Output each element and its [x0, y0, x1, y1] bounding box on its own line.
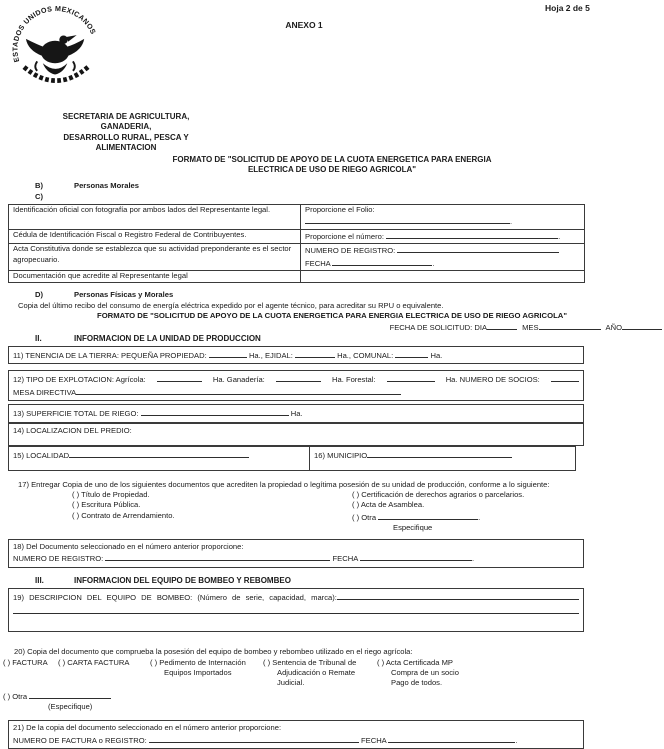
field-label: ( ) Sentencia de Tribunal de — [263, 657, 357, 667]
requirement-cell: Identificación oficial con fotografía por ambos lados del Representante legal. — [9, 205, 301, 230]
field-label: Ha. Ganadería: — [212, 375, 265, 385]
field-label: 21) De la copia del documento seleccionado en el número anterior proporcione: — [13, 723, 282, 733]
field-label: Ha. NUMERO DE SOCIOS: — [445, 375, 540, 385]
field-label: Equipos Importados — [164, 667, 232, 677]
period: . — [472, 554, 475, 564]
blank-field-line — [13, 603, 579, 614]
table-row — [9, 229, 585, 243]
form-title — [0, 155, 664, 176]
table-row — [9, 205, 585, 230]
field-box-16-municipio — [310, 447, 575, 469]
section-c-number: C) — [35, 191, 44, 201]
blank-field-line — [367, 449, 512, 458]
blank-field-line — [276, 373, 321, 382]
agency-line-2: GANADERIA, — [100, 122, 152, 132]
blank-field-line — [378, 511, 481, 522]
coat-of-arms-logo — [8, 5, 104, 102]
section-ii-heading — [35, 334, 664, 344]
blank-field-line — [209, 349, 247, 358]
blank-field-line — [386, 230, 561, 241]
field-label: FECHA — [305, 258, 331, 268]
blank-field-line — [397, 244, 559, 253]
field-box-13-superficie — [8, 404, 584, 422]
date-day-label: FECHA DE SOLICITUD: DIA — [389, 323, 488, 333]
specify-label: Especifique — [393, 523, 433, 533]
field-label: ( ) Otra — [3, 692, 28, 702]
response-cell — [301, 229, 585, 243]
field-label: 14) LOCALIZACION DEL PREDIO: — [13, 425, 132, 435]
field-box-11-tenencia — [8, 346, 584, 364]
checkbox-item-factura: ( ) FACTURA — [3, 657, 48, 667]
blank-field-line — [395, 349, 428, 358]
blank-field-line — [487, 321, 517, 330]
response-cell — [301, 244, 585, 271]
field-label: FECHA — [361, 735, 387, 745]
field-label: ( ) Pedimento de Internación — [150, 657, 246, 667]
section-d-note: Copia del último recibo del consumo de energía eléctrica expedido por el agente técnico, para acreditar su RPU o equivalente. — [18, 300, 444, 310]
field-box-14-localizacion — [8, 423, 584, 446]
blank-field-line — [387, 373, 435, 382]
field-label: Ha. — [290, 409, 303, 419]
checkbox-row — [0, 500, 664, 510]
field-label: Compra de un socio — [391, 667, 459, 677]
mexico-coat-of-arms-icon — [8, 5, 104, 99]
checkbox-row — [0, 658, 664, 689]
field-box-18-registro — [8, 539, 584, 568]
section-b-heading — [35, 181, 664, 191]
checkbox-row — [0, 511, 664, 523]
checkbox-item-titulo-propiedad: ( ) Título de Propiedad. — [72, 489, 150, 499]
blank-field-line — [149, 734, 359, 743]
field-label: 19) DESCRIPCION DEL EQUIPO DE BOMBEO: (Número de serie, capacidad, marca): — [13, 592, 337, 602]
checkbox-item-otra — [352, 511, 480, 523]
checkbox-item-contrato-arrendamiento: ( ) Contrato de Arrendamiento. — [72, 510, 175, 520]
period: . — [432, 258, 435, 268]
field-box-19-descripcion-bombeo — [8, 588, 584, 632]
field-label: NUMERO DE REGISTRO: — [305, 246, 396, 256]
section-ii-label: INFORMACION DE LA UNIDAD DE PRODUCCION — [74, 334, 261, 344]
section-d-heading — [35, 290, 664, 300]
section-ii-numeral: II. — [35, 334, 42, 344]
section-20 — [0, 647, 664, 712]
requirement-cell: Acta Constitutiva donde se establezca que su actividad preponderante es el sector agropecuario. — [9, 244, 301, 271]
period: . — [515, 735, 518, 745]
field-label: ( ) Otra — [352, 512, 377, 522]
date-year-label: AÑO — [605, 323, 622, 333]
form-title-line-2: ELECTRICA DE USO DE RIEGO AGRICOLA" — [247, 165, 417, 175]
field-label: Ha. — [430, 351, 443, 361]
table-row — [9, 271, 585, 283]
section-iii-heading — [35, 576, 664, 586]
checkbox-row — [0, 490, 664, 500]
agency-line-1: SECRETARIA DE AGRICULTURA, — [62, 112, 190, 121]
blank-field-line — [388, 734, 518, 745]
blank-field-line — [105, 552, 330, 561]
form-title-line-1: FORMATO DE "SOLICITUD DE APOYO DE LA CUOTA ENERGETICA PARA ENERGIA — [172, 154, 492, 164]
request-date-line — [0, 321, 664, 333]
field-label: NUMERO DE REGISTRO: — [13, 554, 104, 564]
form-title-repeat: FORMATO DE "SOLICITUD DE APOYO DE LA CUOTA ENERGETICA PARA ENERGIA ELECTRICA DE USO DE RIEGO AGRICOLA" — [97, 311, 567, 321]
blank-field-line — [69, 449, 249, 458]
blank-field-line — [337, 591, 579, 600]
agency-name — [30, 112, 222, 154]
section-b-label: Personas Morales — [74, 181, 139, 191]
section-b-number: B) — [35, 181, 44, 191]
field-label: 11) TENENCIA DE LA TIERRA: PEQUEÑA PROPIEDAD: — [13, 351, 207, 361]
field-box-21-factura-registro — [8, 720, 584, 749]
form-body — [0, 112, 664, 749]
field-label: 18) Del Documento seleccionado en el número anterior proporcione: — [13, 542, 244, 552]
agency-line-3: DESARROLLO RURAL, PESCA Y — [63, 132, 189, 142]
section-c-heading — [35, 192, 664, 202]
field-label: Ha., EJIDAL: — [248, 351, 293, 361]
section-iii-numeral: III. — [35, 575, 44, 585]
requirements-table — [8, 204, 585, 283]
section-17 — [0, 480, 664, 534]
blank-field-line — [622, 321, 662, 330]
checkbox-item-sentencia — [263, 658, 377, 689]
field-box-12-explotacion — [8, 370, 584, 401]
period: . — [558, 231, 561, 241]
field-label: 12) TIPO DE EXPLOTACION: Agrícola: — [13, 375, 146, 385]
field-box-15-16 — [8, 446, 576, 470]
period: . — [510, 217, 513, 227]
field-box-15-localidad — [9, 447, 310, 469]
blank-field-line — [360, 552, 475, 564]
checkbox-item-otra — [0, 690, 664, 702]
field-label: 15) LOCALIDAD — [13, 451, 70, 461]
section-20-intro: 20) Copia del documento que comprueba la posesión del equipo de bombeo y rebombeo utilizado en el riego agrícola: — [14, 647, 413, 657]
field-label: ( ) Acta Certificada MP — [377, 657, 453, 667]
checkbox-item-certificacion-derechos: ( ) Certificación de derechos agrarios o parcelarios. — [352, 489, 525, 499]
specify-label: (Especifique) — [48, 702, 93, 712]
checkbox-item-escritura-publica: ( ) Escritura Pública. — [72, 500, 141, 510]
response-cell — [301, 205, 585, 230]
logo-ring-text: ESTADOS UNIDOS MEXICANOS — [11, 5, 98, 63]
field-label: Adjudicación o Remate — [277, 667, 356, 677]
annex-title: ANEXO 1 — [285, 20, 323, 30]
field-label: Pago de todos. — [391, 677, 443, 687]
blank-field-line — [29, 690, 111, 699]
blank-field-line — [551, 373, 579, 382]
eagle-emblem-shape — [26, 35, 84, 74]
field-label: Ha. Forestal: — [332, 375, 376, 385]
section-d-label: Personas Físicas y Morales — [74, 290, 174, 300]
blank-field-line — [539, 321, 601, 330]
blank-field-line — [157, 373, 202, 382]
table-row — [9, 244, 585, 271]
section-d-number: D) — [35, 290, 44, 300]
field-label: 13) SUPERFICIE TOTAL DE RIEGO: — [13, 409, 139, 419]
field-label: 16) MUNICIPIO — [314, 451, 368, 461]
checkbox-item-acta-certificada — [377, 658, 664, 689]
checkbox-item-acta-asamblea: ( ) Acta de Asamblea. — [352, 500, 425, 510]
section-17-intro: 17) Entregar Copia de uno de los siguientes documentos que acrediten la propiedad o legítima posesión de su unidad de producción, conforme a lo siguiente: — [18, 479, 550, 489]
period: . — [478, 512, 481, 522]
requirement-cell: Documentación que acredite al Representante legal — [9, 271, 301, 283]
blank-field-line — [305, 215, 513, 227]
checkbox-item-pedimento — [150, 658, 263, 689]
checkbox-item-carta-factura: ( ) CARTA FACTURA — [58, 657, 130, 667]
field-label: Ha., COMUNAL: — [337, 351, 394, 361]
field-label: Judicial. — [277, 677, 305, 687]
response-cell — [301, 271, 585, 283]
blank-field-line — [141, 407, 289, 416]
field-label: MESA DIRECTIVA — [13, 387, 77, 397]
field-label: FECHA — [332, 554, 358, 564]
page-number: Hoja 2 de 5 — [545, 3, 590, 13]
blank-field-line — [295, 349, 335, 358]
date-month-label: MES — [522, 323, 539, 333]
field-label: Proporcione el número: — [305, 231, 384, 241]
section-iii-label: INFORMACION DEL EQUIPO DE BOMBEO Y REBOMBEO — [74, 575, 291, 585]
blank-field-line — [76, 386, 401, 395]
agency-line-4: ALIMENTACION — [95, 143, 157, 153]
requirement-cell: Cédula de Identificación Fiscal o Registro Federal de Contribuyentes. — [9, 229, 301, 243]
field-label: Proporcione el Folio: — [305, 205, 375, 215]
field-label: NUMERO DE FACTURA o REGISTRO: — [13, 735, 147, 745]
blank-field-line — [332, 257, 435, 268]
